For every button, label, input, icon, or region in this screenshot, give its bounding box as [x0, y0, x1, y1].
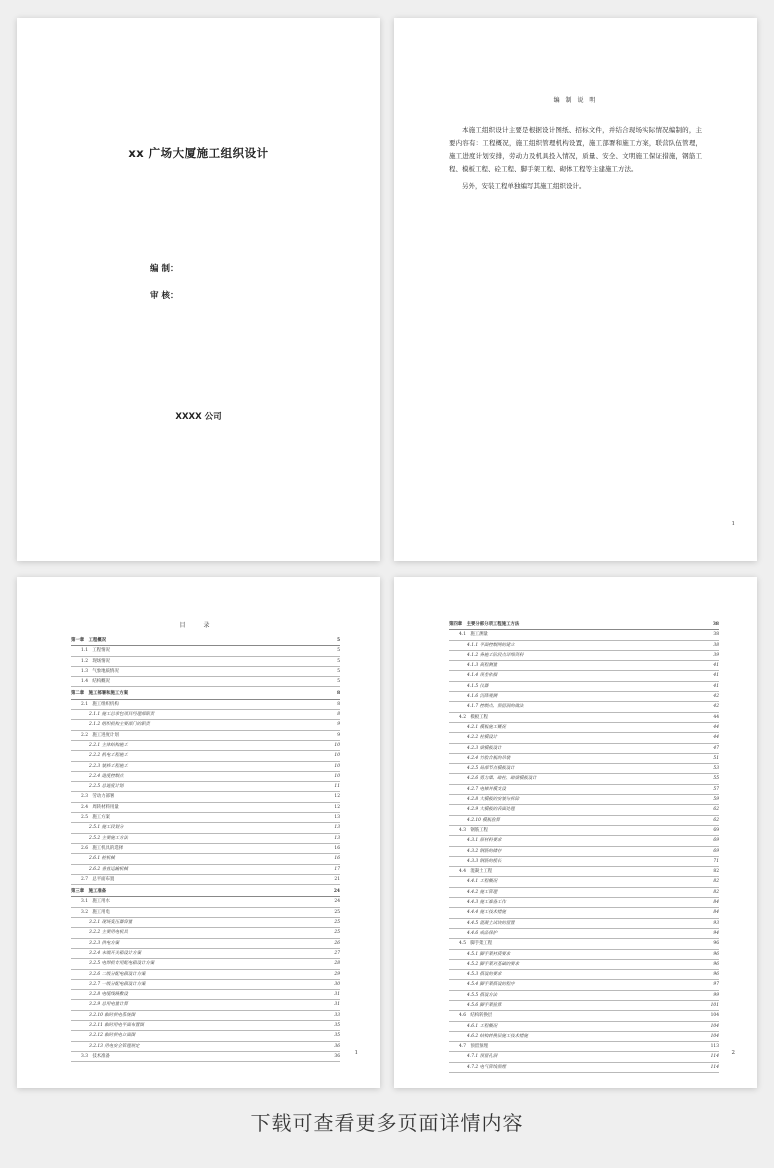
toc-row: [71, 1042, 340, 1052]
toc-entry-label: 3.2.12 临时供电立面图: [89, 1033, 136, 1039]
toc-entry-page: 41: [713, 683, 719, 689]
toc-entry-page: 104: [710, 1033, 719, 1039]
toc-entry-page: 16: [334, 845, 340, 851]
preface-page: [394, 18, 757, 561]
toc-entry-label: 4.1.4 误差依据: [467, 673, 498, 679]
toc-entry-label: 4.4.6 成品保护: [467, 930, 498, 936]
toc-entry-label: 4.2.9 大模板的表面处理: [467, 807, 515, 813]
toc-row: [449, 857, 719, 867]
toc-entry-label: 4.1.1 平面控制网的建立: [467, 642, 515, 648]
toc-row: [449, 692, 719, 702]
toc-row: [449, 1011, 719, 1021]
toc-entry-label: 4.2.4 竹胶合板的吊装: [467, 755, 511, 761]
toc-chapter-row: [71, 689, 340, 699]
toc-row: [71, 700, 340, 710]
toc-row: [71, 772, 340, 782]
toc-row: [449, 816, 719, 826]
toc-row: [71, 803, 340, 813]
toc-entry-label: 2.5 施工方案: [81, 815, 110, 821]
toc-entry-page: 38: [713, 632, 719, 638]
toc-row: [71, 918, 340, 928]
toc-entry-page: 26: [334, 940, 340, 946]
toc-entry-label: 3.2.3 供电方案: [89, 940, 120, 946]
toc-row: [449, 1063, 719, 1073]
toc-row: [449, 682, 719, 692]
toc-row: [71, 762, 340, 772]
toc-row: [449, 744, 719, 754]
toc-row: [71, 823, 340, 833]
toc-entry-page: 104: [710, 1013, 719, 1019]
toc-entry-page: 96: [713, 951, 719, 957]
toc-entry-page: 38: [712, 622, 719, 627]
toc-entry-page: 5: [337, 668, 340, 674]
toc-entry-label: 4.5.1 脚手架材质要求: [467, 951, 511, 957]
toc-entry-page: 17: [334, 866, 340, 872]
toc-entry-label: 第一章 工程概况: [71, 638, 107, 643]
toc-chapter-row: [71, 636, 340, 646]
toc-entry-label: 2.3 劳动力部署: [81, 794, 115, 800]
reviewer-label: 审 核：: [150, 291, 179, 301]
toc-row: [71, 980, 340, 990]
toc-entry-label: 3.1 施工用水: [81, 899, 110, 905]
toc-row: [449, 1032, 719, 1042]
toc-entry-label: 3.2 施工用电: [81, 909, 110, 915]
toc-entry-label: 4.4.3 施工准备工作: [467, 900, 506, 906]
toc-entry-page: 27: [334, 950, 340, 956]
toc-entry-label: 3.2.6 二级分配电箱设计方案: [89, 971, 146, 977]
toc-row: [449, 1052, 719, 1062]
toc-row: [449, 774, 719, 784]
toc-entry-page: 13: [334, 835, 340, 841]
toc-entry-page: 5: [337, 658, 340, 664]
toc-row: [449, 991, 719, 1001]
page-number: 1: [354, 1050, 358, 1056]
toc-row: [71, 875, 340, 885]
toc-entry-label: 4.6.2 结构转换层施工技术措施: [467, 1033, 528, 1039]
toc-list: [449, 618, 719, 1073]
toc-row: [71, 792, 340, 802]
toc-entry-label: 4.2.3 梁模板设计: [467, 745, 502, 751]
toc-row: [71, 1000, 340, 1010]
toc-entry-page: 31: [334, 1002, 340, 1008]
toc-row: [71, 949, 340, 959]
toc-entry-label: 2.2.5 总进度计划: [89, 784, 124, 790]
toc-entry-page: 10: [334, 753, 340, 759]
compiler-label: 编 制：: [150, 264, 179, 274]
toc-entry-page: 41: [713, 663, 719, 669]
toc-entry-page: 36: [334, 1043, 340, 1049]
toc-entry-page: 41: [713, 673, 719, 679]
toc-list: [71, 634, 340, 1062]
toc-row: [71, 782, 340, 792]
toc-entry-page: 69: [713, 838, 719, 844]
toc-entry-page: 94: [713, 930, 719, 936]
toc-entry-label: 第四章 主要分部分项工程施工方法: [449, 622, 520, 627]
toc-entry-label: 4.6 结构转换层: [459, 1013, 493, 1019]
toc-entry-page: 28: [334, 961, 340, 967]
toc-entry-label: 4.1.5 仪器: [467, 683, 489, 689]
toc-entry-label: 4.2.8 大模板的安装与拆除: [467, 797, 520, 803]
toc-entry-page: 113: [710, 1044, 719, 1050]
toc-chapter-row: [71, 887, 340, 897]
toc-entry-page: 57: [713, 786, 719, 792]
preface-heading: 编 制 说 明: [553, 97, 598, 104]
toc-row: [449, 867, 719, 877]
preface-body: [449, 124, 702, 197]
toc-entry-label: 2.1.2 组织机构主要部门的职责: [89, 722, 150, 728]
toc-entry-page: 29: [334, 971, 340, 977]
toc-entry-label: 4.7.1 预留孔洞: [467, 1054, 498, 1060]
toc-entry-label: 4.3 钢筋工程: [459, 827, 488, 833]
toc-entry-page: 93: [713, 920, 719, 926]
toc-row: [449, 661, 719, 671]
toc-entry-page: 44: [713, 724, 719, 730]
toc-entry-label: 1.1 工程情况: [81, 648, 110, 654]
toc-entry-label: 4.6.1 工程概况: [467, 1023, 498, 1029]
toc-row: [449, 1022, 719, 1032]
toc-row: [71, 710, 340, 720]
toc-row: [449, 929, 719, 939]
toc-entry-label: 4.3.2 钢筋的储存: [467, 848, 502, 854]
toc-entry-label: 4.2.1 模板施工概况: [467, 724, 506, 730]
toc-row: [71, 657, 340, 667]
toc-entry-label: 4.3.3 钢筋的接长: [467, 858, 502, 864]
toc-entry-label: 1.4 结构概况: [81, 679, 110, 685]
toc-entry-label: 4.5.5 搭设方法: [467, 992, 498, 998]
toc-entry-label: 4.5.2 脚手架对基础的要求: [467, 961, 520, 967]
toc-entry-page: 69: [713, 827, 719, 833]
toc-entry-page: 42: [713, 704, 719, 710]
toc-entry-page: 96: [713, 941, 719, 947]
toc-entry-page: 44: [713, 735, 719, 741]
toc-entry-label: 3.3 技术准备: [81, 1053, 110, 1059]
toc-entry-page: 44: [713, 714, 719, 720]
toc-row: [449, 888, 719, 898]
toc-entry-page: 5: [337, 648, 340, 654]
toc-row: [449, 723, 719, 733]
toc-row: [449, 702, 719, 712]
toc-row: [449, 836, 719, 846]
toc-entry-page: 8: [337, 712, 340, 718]
toc-row: [71, 834, 340, 844]
page-number: 2: [731, 1050, 735, 1056]
toc-row: [71, 677, 340, 687]
toc-entry-label: 4.2.2 柱模设计: [467, 735, 498, 741]
toc-entry-label: 4.7.2 电气管线预埋: [467, 1064, 506, 1070]
toc-entry-label: 4.4.1 工程概况: [467, 879, 498, 885]
toc-entry-label: 4.4.4 施工技术措施: [467, 910, 506, 916]
toc-entry-label: 4.1.3 高程测量: [467, 663, 498, 669]
toc-page-1: [17, 577, 380, 1088]
toc-entry-label: 4.1.6 沉降观测: [467, 694, 498, 700]
toc-entry-page: 24: [334, 899, 340, 905]
toc-entry-label: 4.2.6 剪力墙、暗柱、暗梁模板设计: [467, 776, 537, 782]
toc-row: [71, 897, 340, 907]
toc-entry-page: 16: [334, 856, 340, 862]
cover-page: [17, 18, 380, 561]
toc-row: [71, 646, 340, 656]
toc-entry-label: 第二章 施工部署和施工方案: [71, 691, 129, 697]
toc-entry-label: 4.1.7 控制点、预留洞的做法: [467, 704, 524, 710]
toc-entry-page: 55: [713, 776, 719, 782]
toc-row: [449, 1001, 719, 1011]
toc-row: [71, 720, 340, 730]
toc-row: [71, 939, 340, 949]
toc-row: [449, 764, 719, 774]
toc-row: [449, 785, 719, 795]
toc-entry-page: 5: [337, 679, 340, 685]
toc-entry-label: 2.2 施工进度计划: [81, 732, 119, 738]
toc-row: [449, 980, 719, 990]
toc-entry-label: 2.1 施工组织机构: [81, 701, 119, 707]
toc-entry-label: 4.5.6 脚手架验算: [467, 1002, 502, 1008]
toc-entry-page: 101: [710, 1002, 719, 1008]
toc-row: [71, 908, 340, 918]
toc-row: [71, 854, 340, 864]
toc-entry-label: 2.6.1 桩机械: [89, 856, 115, 862]
toc-entry-page: 62: [713, 817, 719, 823]
toc-entry-label: 4.4.5 混凝土试块的留置: [467, 920, 515, 926]
toc-entry-page: 84: [713, 910, 719, 916]
toc-entry-label: 4.2.7 电梯井模支设: [467, 786, 506, 792]
toc-entry-page: 25: [334, 920, 340, 926]
toc-entry-page: 9: [337, 732, 340, 738]
toc-row: [449, 651, 719, 661]
toc-entry-label: 第三章 施工准备: [71, 889, 107, 895]
preface-paragraph: 另外，安装工程单独编写其施工组织设计。: [462, 182, 586, 190]
toc-entry-label: 3.2.9 总用电量计算: [89, 1002, 128, 1008]
toc-entry-label: 4.5.3 搭设的要求: [467, 972, 502, 978]
toc-row: [71, 731, 340, 741]
toc-entry-label: 4.2.10 模板验算: [467, 817, 500, 823]
toc-heading: 目 录: [179, 622, 218, 629]
toc-row: [71, 1021, 340, 1031]
toc-row: [449, 641, 719, 651]
toc-row: [449, 754, 719, 764]
toc-row: [71, 928, 340, 938]
toc-entry-label: 2.2.4 进度控制点: [89, 773, 124, 779]
toc-entry-page: 33: [334, 1012, 340, 1018]
toc-row: [71, 667, 340, 677]
toc-entry-label: 2.4 周转材料用量: [81, 804, 119, 810]
toc-entry-page: 12: [334, 794, 340, 800]
toc-entry-page: 10: [334, 763, 340, 769]
toc-entry-label: 3.2.13 用电安全管理规定: [89, 1043, 140, 1049]
toc-row: [71, 1052, 340, 1062]
toc-row: [449, 970, 719, 980]
toc-row: [449, 1042, 719, 1052]
toc-entry-label: 2.6.2 垂直运输机械: [89, 866, 128, 872]
toc-row: [71, 844, 340, 854]
toc-entry-page: 59: [713, 797, 719, 803]
toc-row: [449, 960, 719, 970]
toc-row: [71, 1011, 340, 1021]
toc-entry-label: 2.5.1 施工段划分: [89, 825, 124, 831]
toc-entry-page: 53: [713, 766, 719, 772]
toc-row: [449, 713, 719, 723]
toc-entry-label: 3.2.8 电缆线路敷设: [89, 992, 128, 998]
toc-entry-label: 4.4 混凝土工程: [459, 869, 493, 875]
toc-entry-page: 35: [334, 1033, 340, 1039]
toc-entry-page: 30: [334, 981, 340, 987]
toc-entry-label: 3.2.11 临时用电平面布置图: [89, 1022, 144, 1028]
toc-row: [449, 795, 719, 805]
toc-entry-page: 42: [713, 694, 719, 700]
toc-entry-label: 4.1 施工测量: [459, 632, 488, 638]
toc-entry-page: 82: [713, 869, 719, 875]
toc-entry-page: 9: [337, 722, 340, 728]
toc-entry-page: 82: [713, 879, 719, 885]
toc-entry-label: 3.2.4 末端开关箱设计方案: [89, 950, 142, 956]
toc-entry-page: 38: [713, 642, 719, 648]
toc-entry-page: 8: [336, 691, 340, 697]
toc-entry-label: 2.1.1 施工总承包项目经理部职责: [89, 712, 155, 718]
toc-entry-page: 104: [710, 1023, 719, 1029]
cover-title: xx 广场大厦施工组织设计: [128, 146, 269, 160]
toc-entry-label: 4.2.5 局部节点模板设计: [467, 766, 515, 772]
toc-entry-page: 13: [334, 825, 340, 831]
toc-row: [449, 877, 719, 887]
toc-entry-label: 1.2 现场情况: [81, 658, 110, 664]
toc-row: [449, 908, 719, 918]
toc-entry-page: 12: [334, 804, 340, 810]
toc-row: [71, 990, 340, 1000]
toc-entry-page: 25: [334, 930, 340, 936]
toc-entry-label: 3.2.5 电焊机专用配电箱设计方案: [89, 961, 155, 967]
toc-entry-page: 99: [713, 992, 719, 998]
toc-entry-page: 97: [713, 982, 719, 988]
toc-entry-label: 4.7 预留预埋: [459, 1044, 488, 1050]
toc-entry-page: 114: [710, 1054, 719, 1060]
toc-row: [449, 898, 719, 908]
toc-entry-label: 4.2 模板工程: [459, 714, 488, 720]
toc-entry-page: 51: [713, 755, 719, 761]
toc-entry-label: 4.4.2 施工管理: [467, 889, 498, 895]
toc-entry-page: 5: [336, 638, 340, 643]
preface-paragraph: 本施工组织设计主要是根据设计图纸、招标文件，并结合现场实际情况编制的，主要内容有：工程概况，施工组织管理机构设置，施工部署和施工方案，联营队伍管理，施工进度计划安排，劳动力及机具投入情况，质量、安全、文明施工保证措施，钢筋工程、模板工程、砼工程、脚手架工程、砌体工程等主建施工方法。: [449, 126, 702, 173]
toc-entry-page: 71: [713, 858, 719, 864]
toc-entry-page: 62: [713, 807, 719, 813]
toc-row: [71, 751, 340, 761]
toc-row: [449, 939, 719, 949]
toc-entry-label: 2.7 总平面布置: [81, 876, 115, 882]
toc-entry-label: 3.2.1 现场变压器容量: [89, 920, 133, 926]
toc-entry-page: 36: [334, 1053, 340, 1059]
toc-entry-page: 39: [713, 652, 719, 658]
toc-chapter-row: [449, 620, 719, 630]
toc-row: [71, 970, 340, 980]
toc-row: [71, 1031, 340, 1041]
toc-row: [449, 733, 719, 743]
toc-entry-label: 2.5.2 主要施工方法: [89, 835, 128, 841]
toc-entry-page: 96: [713, 961, 719, 967]
toc-row: [71, 813, 340, 823]
toc-entry-label: 2.2.1 主体结构施工: [89, 742, 128, 748]
toc-entry-page: 25: [334, 909, 340, 915]
toc-row: [449, 847, 719, 857]
toc-entry-label: 3.2.10 临时供电系统图: [89, 1012, 136, 1018]
company-name: XXXX 公司: [175, 412, 222, 422]
toc-entry-label: 3.2.2 主要用电机具: [89, 930, 128, 936]
toc-row: [71, 741, 340, 751]
toc-entry-page: 13: [334, 815, 340, 821]
toc-entry-page: 96: [713, 972, 719, 978]
toc-entry-page: 24: [333, 889, 340, 895]
toc-entry-page: 8: [337, 701, 340, 707]
toc-entry-label: 2.2.3 装修工程施工: [89, 763, 128, 769]
toc-entry-page: 35: [334, 1022, 340, 1028]
toc-page-2: [394, 577, 757, 1088]
toc-entry-label: 4.5.4 脚手架搭设的程序: [467, 982, 515, 988]
toc-row: [449, 630, 719, 640]
toc-entry-page: 11: [334, 784, 340, 790]
toc-row: [449, 805, 719, 815]
toc-row: [71, 959, 340, 969]
toc-row: [449, 950, 719, 960]
toc-entry-label: 2.6 施工机具的选择: [81, 845, 124, 851]
toc-entry-page: 84: [713, 900, 719, 906]
toc-entry-label: 2.2.2 机电工程施工: [89, 753, 128, 759]
toc-row: [449, 671, 719, 681]
toc-entry-page: 10: [334, 742, 340, 748]
toc-entry-page: 82: [713, 889, 719, 895]
toc-entry-page: 21: [334, 876, 340, 882]
toc-entry-page: 10: [334, 773, 340, 779]
toc-row: [71, 865, 340, 875]
toc-row: [449, 919, 719, 929]
toc-row: [449, 826, 719, 836]
toc-entry-page: 114: [710, 1064, 719, 1070]
toc-entry-label: 1.3 气象地质情况: [81, 668, 119, 674]
page-number: 1: [731, 521, 735, 527]
toc-entry-page: 31: [334, 992, 340, 998]
toc-entry-label: 4.3.1 原材料要求: [467, 838, 502, 844]
toc-entry-page: 69: [713, 848, 719, 854]
toc-entry-label: 4.1.2 各施工阶段点详细资料: [467, 652, 524, 658]
toc-entry-page: 47: [713, 745, 719, 751]
download-caption: 下载可查看更多页面详情内容: [250, 1111, 524, 1135]
toc-entry-label: 4.5 脚手架工程: [459, 941, 493, 947]
toc-entry-label: 3.2.7 一级分配电箱设计方案: [89, 981, 146, 987]
